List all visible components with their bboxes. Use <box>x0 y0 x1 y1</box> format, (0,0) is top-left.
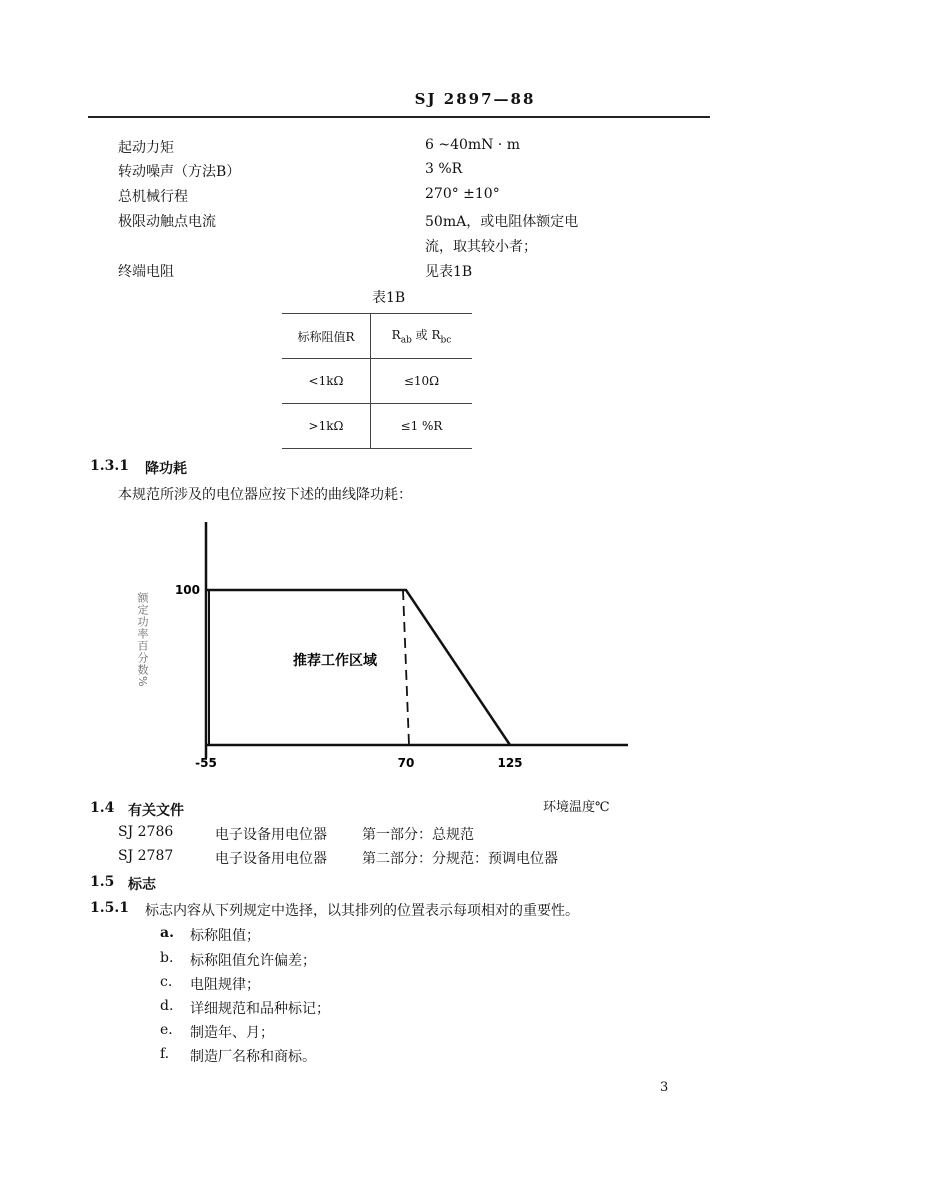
list-item-a-text: 标称阻值； <box>190 928 260 944</box>
list-item-d-text: 详细规范和品种标记； <box>190 1001 330 1017</box>
section-131-number: 1.3.1 <box>90 458 129 474</box>
reference-dashed-line-70 <box>403 590 409 745</box>
table-row <box>282 404 472 449</box>
table-cell: ≤1 %R <box>371 404 473 449</box>
standard-code-header: SJ 2897—88 <box>414 90 536 108</box>
list-item-f-letter: f. <box>160 1046 170 1062</box>
section-14-title: 有关文件 <box>128 803 184 819</box>
list-item-e-text: 制造年、月； <box>190 1025 274 1041</box>
table-cell: <1kΩ <box>282 359 371 404</box>
x-tick-label-125: 125 <box>497 756 523 770</box>
table-header-nominal: 标称阻值R <box>282 314 371 359</box>
list-item-b-letter: b. <box>160 950 174 966</box>
section-151-number: 1.5.1 <box>90 900 129 916</box>
spec-value-contact-current-cont: 流，取其较小者； <box>425 239 537 255</box>
header-b-main: R <box>391 328 401 343</box>
doc-1-code: SJ 2786 <box>118 824 174 840</box>
section-15-title: 标志 <box>128 877 156 893</box>
chart-xlabel: 环境温度℃ <box>543 800 610 815</box>
list-item-b-text: 标称阻值允许偏差； <box>190 953 316 969</box>
doc-2-part: 第二部分：分规范：预调电位器 <box>362 851 558 867</box>
header-b-sub1: ab <box>400 335 412 346</box>
spec-label-terminal-resistance: 终端电阻 <box>118 264 174 280</box>
doc-2-code: SJ 2787 <box>118 848 174 864</box>
chart-region-label: 推荐工作区域 <box>293 653 377 669</box>
doc-2-title: 电子设备用电位器 <box>215 851 327 867</box>
doc-1-part: 第一部分：总规范 <box>362 827 474 843</box>
spec-value-terminal-resistance: 见表1B <box>425 264 473 280</box>
x-tick-label-70: 70 <box>397 756 415 770</box>
section-14-number: 1.4 <box>90 800 115 816</box>
header-b-sub2: bc <box>440 335 452 346</box>
section-15-number: 1.5 <box>90 874 115 890</box>
list-item-f-text: 制造厂名称和商标。 <box>190 1049 316 1065</box>
list-item-e-letter: e. <box>160 1022 173 1038</box>
spec-value-mechanical-travel: 270° ±10° <box>425 186 500 202</box>
list-item-c-letter: c. <box>160 974 173 990</box>
table-row <box>282 314 472 359</box>
header-rule <box>88 116 710 118</box>
table-1b <box>282 313 472 449</box>
x-tick-label-minus55: -55 <box>195 756 217 770</box>
section-151-text: 标志内容从下列规定中选择，以其排列的位置表示每项相对的重要性。 <box>145 903 579 919</box>
chart-ylabel: 额定功率百分数% <box>136 592 149 688</box>
section-131-title: 降功耗 <box>145 461 187 477</box>
table-row <box>282 359 472 404</box>
table-cell: ≤10Ω <box>371 359 473 404</box>
list-item-c-text: 电阻规律； <box>190 977 260 993</box>
doc-1-title: 电子设备用电位器 <box>215 827 327 843</box>
list-item-d-letter: d. <box>160 998 174 1014</box>
spec-value-contact-current: 50mA，或电阻体额定电 <box>425 214 579 230</box>
spec-label-contact-current: 极限动触点电流 <box>118 214 216 230</box>
spec-label-start-torque: 起动力矩 <box>118 140 174 156</box>
table-header-rab-rbc <box>371 314 473 359</box>
page-number: 3 <box>660 1080 669 1095</box>
table-cell: >1kΩ <box>282 404 371 449</box>
y-tick-label-100: 100 <box>174 583 200 597</box>
section-131-text: 本规范所涉及的电位器应按下述的曲线降功耗： <box>118 487 412 503</box>
spec-label-mechanical-travel: 总机械行程 <box>118 189 188 205</box>
spec-value-rotation-noise: 3 %R <box>425 161 463 177</box>
derating-chart <box>100 510 640 775</box>
list-item-a-letter: a. <box>160 925 174 941</box>
spec-label-rotation-noise: 转动噪声（方法B） <box>118 164 241 180</box>
spec-value-start-torque: 6 ~40mN · m <box>425 137 521 153</box>
table-1b-title: 表1B <box>372 290 406 306</box>
header-b-mid: 或 R <box>411 328 441 343</box>
